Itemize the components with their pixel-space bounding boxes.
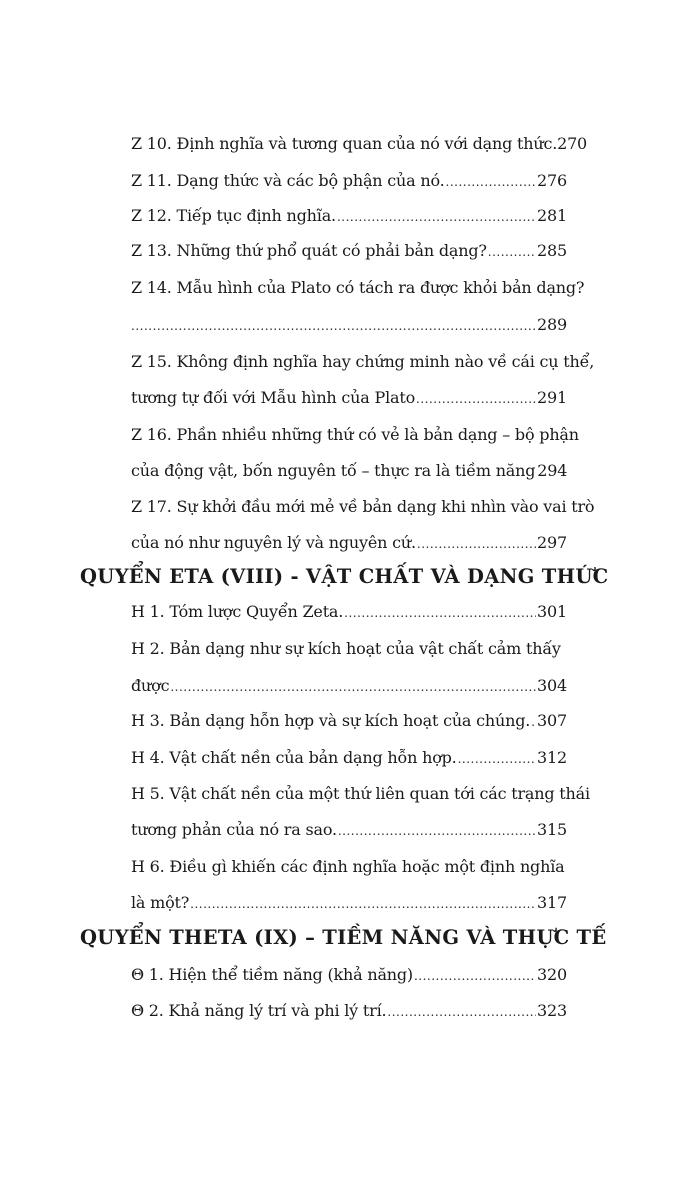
toc-line (131, 820, 567, 841)
toc-line (131, 784, 590, 804)
dot-leader (458, 749, 536, 769)
dot-leader (531, 712, 536, 732)
dot-leader (337, 207, 536, 227)
dot-leader (190, 894, 536, 914)
dot-leader (338, 821, 536, 841)
toc-page-number: 320 (537, 965, 567, 984)
toc-page-number: 270 (557, 134, 588, 153)
toc-page-number: 276 (537, 171, 567, 190)
section-heading-theta: QUYỂN THETA (IX) – TIỀM NĂNG VÀ THỰC TẾ (80, 926, 607, 949)
toc-line (131, 388, 567, 409)
toc-line (131, 241, 567, 262)
dot-leader (344, 603, 536, 623)
toc-line (131, 461, 567, 482)
dot-leader (417, 534, 536, 554)
toc-line (131, 893, 567, 914)
dot-leader (416, 389, 536, 409)
toc-entry-title: H 6. Điều gì khiến các định nghĩa hoặc một định nghĩa (131, 857, 565, 876)
toc-entry-title: H 3. Bản dạng hỗn hợp và sự kích hoạt của chúng. (131, 711, 531, 730)
toc-line (131, 857, 567, 877)
toc-line (131, 602, 567, 623)
toc-line (131, 206, 567, 227)
toc-entry-title: Z 13. Những thứ phổ quát có phải bản dạng? (131, 241, 487, 260)
toc-page-number: 317 (537, 893, 567, 912)
dot-leader (446, 172, 537, 192)
toc-entry-title: Θ 2. Khả năng lý trí và phi lý trí. (131, 1001, 387, 1020)
toc-page-number: 307 (537, 711, 567, 730)
toc-entry-title: Z 14. Mẫu hình của Plato có tách ra được khỏi bản dạng? (131, 278, 585, 297)
toc-entry-title: Z 17. Sự khởi đầu mới mẻ về bản dạng khi nhìn vào vai trò (131, 497, 595, 516)
toc-page-number: 304 (537, 676, 567, 695)
toc-page-number: 297 (537, 533, 567, 552)
toc-line (131, 425, 579, 445)
toc-entry-title-continued: tương tự đối với Mẫu hình của Plato (131, 388, 416, 407)
dot-leader (170, 677, 536, 697)
toc-entry-title-continued: được (131, 676, 170, 695)
toc-line (131, 748, 567, 769)
toc-page-number: 294 (537, 461, 568, 480)
toc-page-number: 289 (537, 315, 567, 334)
toc-entry-title: Z 12. Tiếp tục định nghĩa. (131, 206, 336, 225)
toc-line (131, 134, 588, 154)
toc-line (131, 315, 567, 336)
toc-line (131, 711, 567, 732)
toc-line (131, 278, 585, 298)
toc-entry-title-continued: là một? (131, 893, 190, 912)
toc-entry-title-continued: của nó như nguyên lý và nguyên cứ. (131, 533, 416, 552)
toc-entry-title-continued: tương phản của nó ra sao. (131, 820, 337, 839)
toc-page-number: 323 (537, 1001, 567, 1020)
dot-leader (488, 242, 536, 262)
toc-entry-title: H 4. Vật chất nền của bản dạng hỗn hợp. (131, 748, 457, 767)
toc-line (131, 1001, 567, 1022)
toc-line (131, 352, 595, 372)
toc-page-number: 315 (537, 820, 567, 839)
toc-page-number: 281 (537, 206, 567, 225)
toc-line (131, 171, 567, 192)
dot-leader (414, 966, 536, 986)
toc-entry-title: Z 16. Phần nhiều những thứ có vẻ là bản dạng – bộ phận (131, 425, 579, 444)
toc-page-number: 291 (537, 388, 567, 407)
toc-entry-title: Z 10. Định nghĩa và tương quan của nó với dạng thức. (131, 134, 558, 153)
toc-entry-title: Z 15. Không định nghĩa hay chứng minh nào về cái cụ thể, (131, 352, 595, 371)
toc-page-number: 312 (537, 748, 567, 767)
toc-entry-title: Θ 1. Hiện thể tiềm năng (khả năng) (131, 965, 413, 984)
toc-line (131, 497, 595, 517)
toc-entry-title: H 5. Vật chất nền của một thứ liên quan tới các trạng thái (131, 784, 590, 803)
toc-entry-title-continued: của động vật, bốn nguyên tố – thực ra là tiềm năng (131, 461, 536, 480)
toc-line (131, 533, 567, 554)
toc-entry-title: H 2. Bản dạng như sự kích hoạt của vật chất cảm thấy (131, 639, 561, 658)
dot-leader (387, 1002, 536, 1022)
toc-page-number: 301 (537, 602, 567, 621)
toc-entry-title: Z 11. Dạng thức và các bộ phận của nó. (131, 171, 445, 190)
toc-line (131, 676, 567, 697)
dot-leader (131, 316, 536, 336)
toc-line (131, 639, 567, 659)
toc-entry-title: H 1. Tóm lược Quyển Zeta. (131, 602, 344, 621)
section-heading-eta: QUYỂN ETA (VIII) - VẬT CHẤT VÀ DẠNG THỨC (80, 565, 609, 588)
toc-page-number: 285 (537, 241, 567, 260)
toc-line (131, 965, 567, 986)
